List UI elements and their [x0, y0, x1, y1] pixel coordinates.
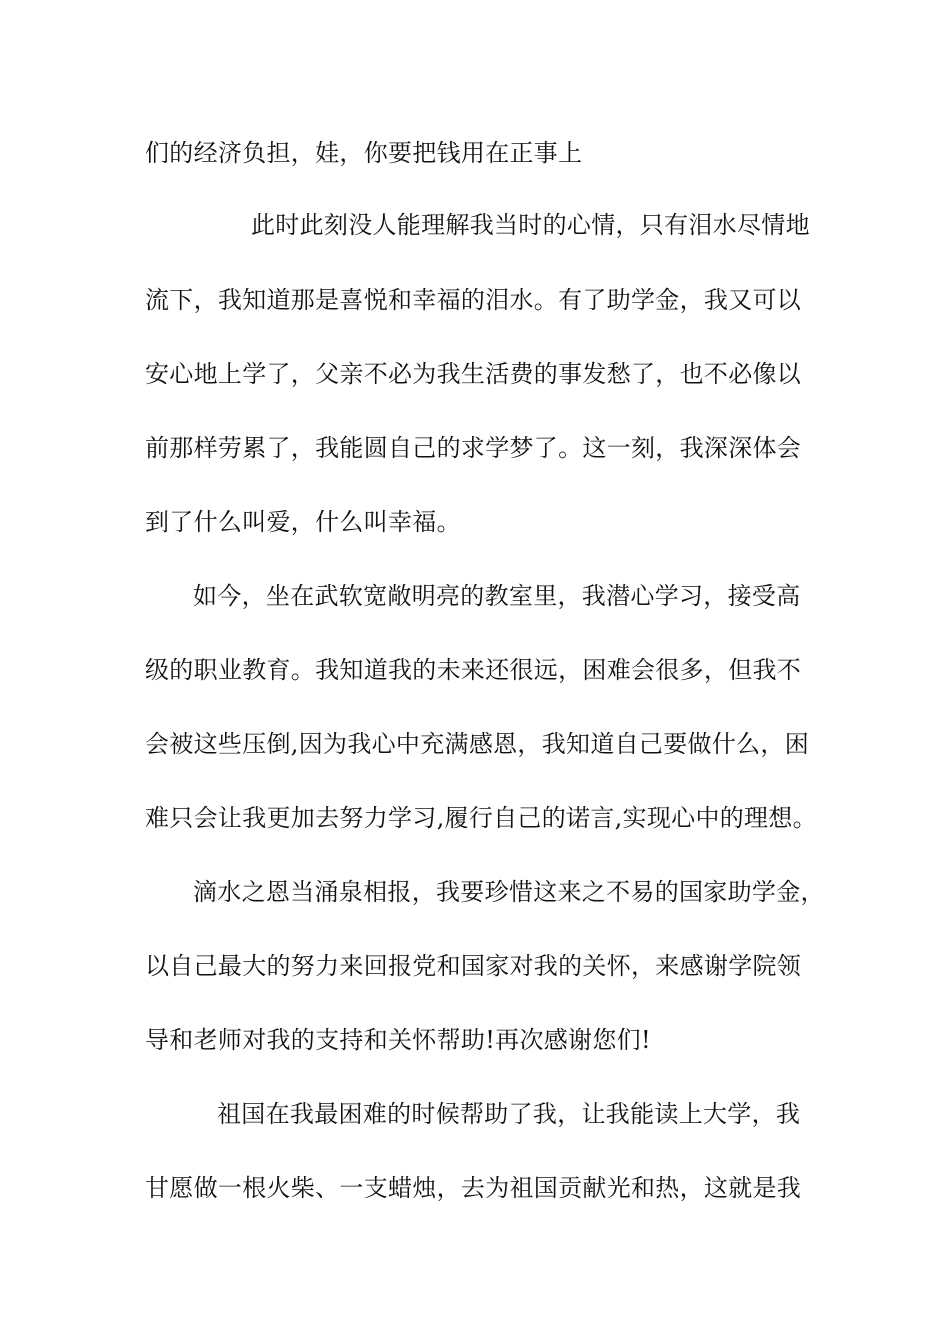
text-line: 流下，我知道那是喜悦和幸福的泪水。有了助学金，我又可以	[145, 286, 802, 314]
paragraph-first-line: 滴水之恩当涌泉相报，我要珍惜这来之不易的国家助学金，	[193, 878, 825, 906]
text-line: 前那样劳累了，我能圆自己的求学梦了。这一刻，我深深体会	[145, 434, 802, 462]
text-line: 难只会让我更加去努力学习,履行自己的诺言,实现心中的理想。	[145, 804, 817, 832]
paragraph-first-line: 此时此刻没人能理解我当时的心情，只有泪水尽情地	[251, 211, 810, 239]
text-line: 导和老师对我的支持和关怀帮助!再次感谢您们!	[145, 1026, 651, 1054]
text-line: 安心地上学了，父亲不必为我生活费的事发愁了，也不必像以	[145, 360, 802, 388]
paragraph-first-line: 如今，坐在武软宽敞明亮的教室里，我潜心学习，接受高	[193, 582, 801, 610]
text-line: 到了什么叫爱，什么叫幸福。	[145, 508, 461, 536]
text-line: 级的职业教育。我知道我的未来还很远，困难会很多，但我不	[145, 656, 802, 684]
paragraph-first-line: 祖国在我最困难的时候帮助了我，让我能读上大学，我	[217, 1100, 801, 1128]
text-line: 以自己最大的努力来回报党和国家对我的关怀，来感谢学院领	[145, 952, 802, 980]
text-line: 甘愿做一根火柴、一支蜡烛，去为祖国贡献光和热，这就是我	[145, 1174, 802, 1202]
text-line: 会被这些压倒,因为我心中充满感恩，我知道自己要做什么，困	[145, 730, 810, 758]
text-line: 们的经济负担，娃，你要把钱用在正事上	[145, 139, 583, 167]
